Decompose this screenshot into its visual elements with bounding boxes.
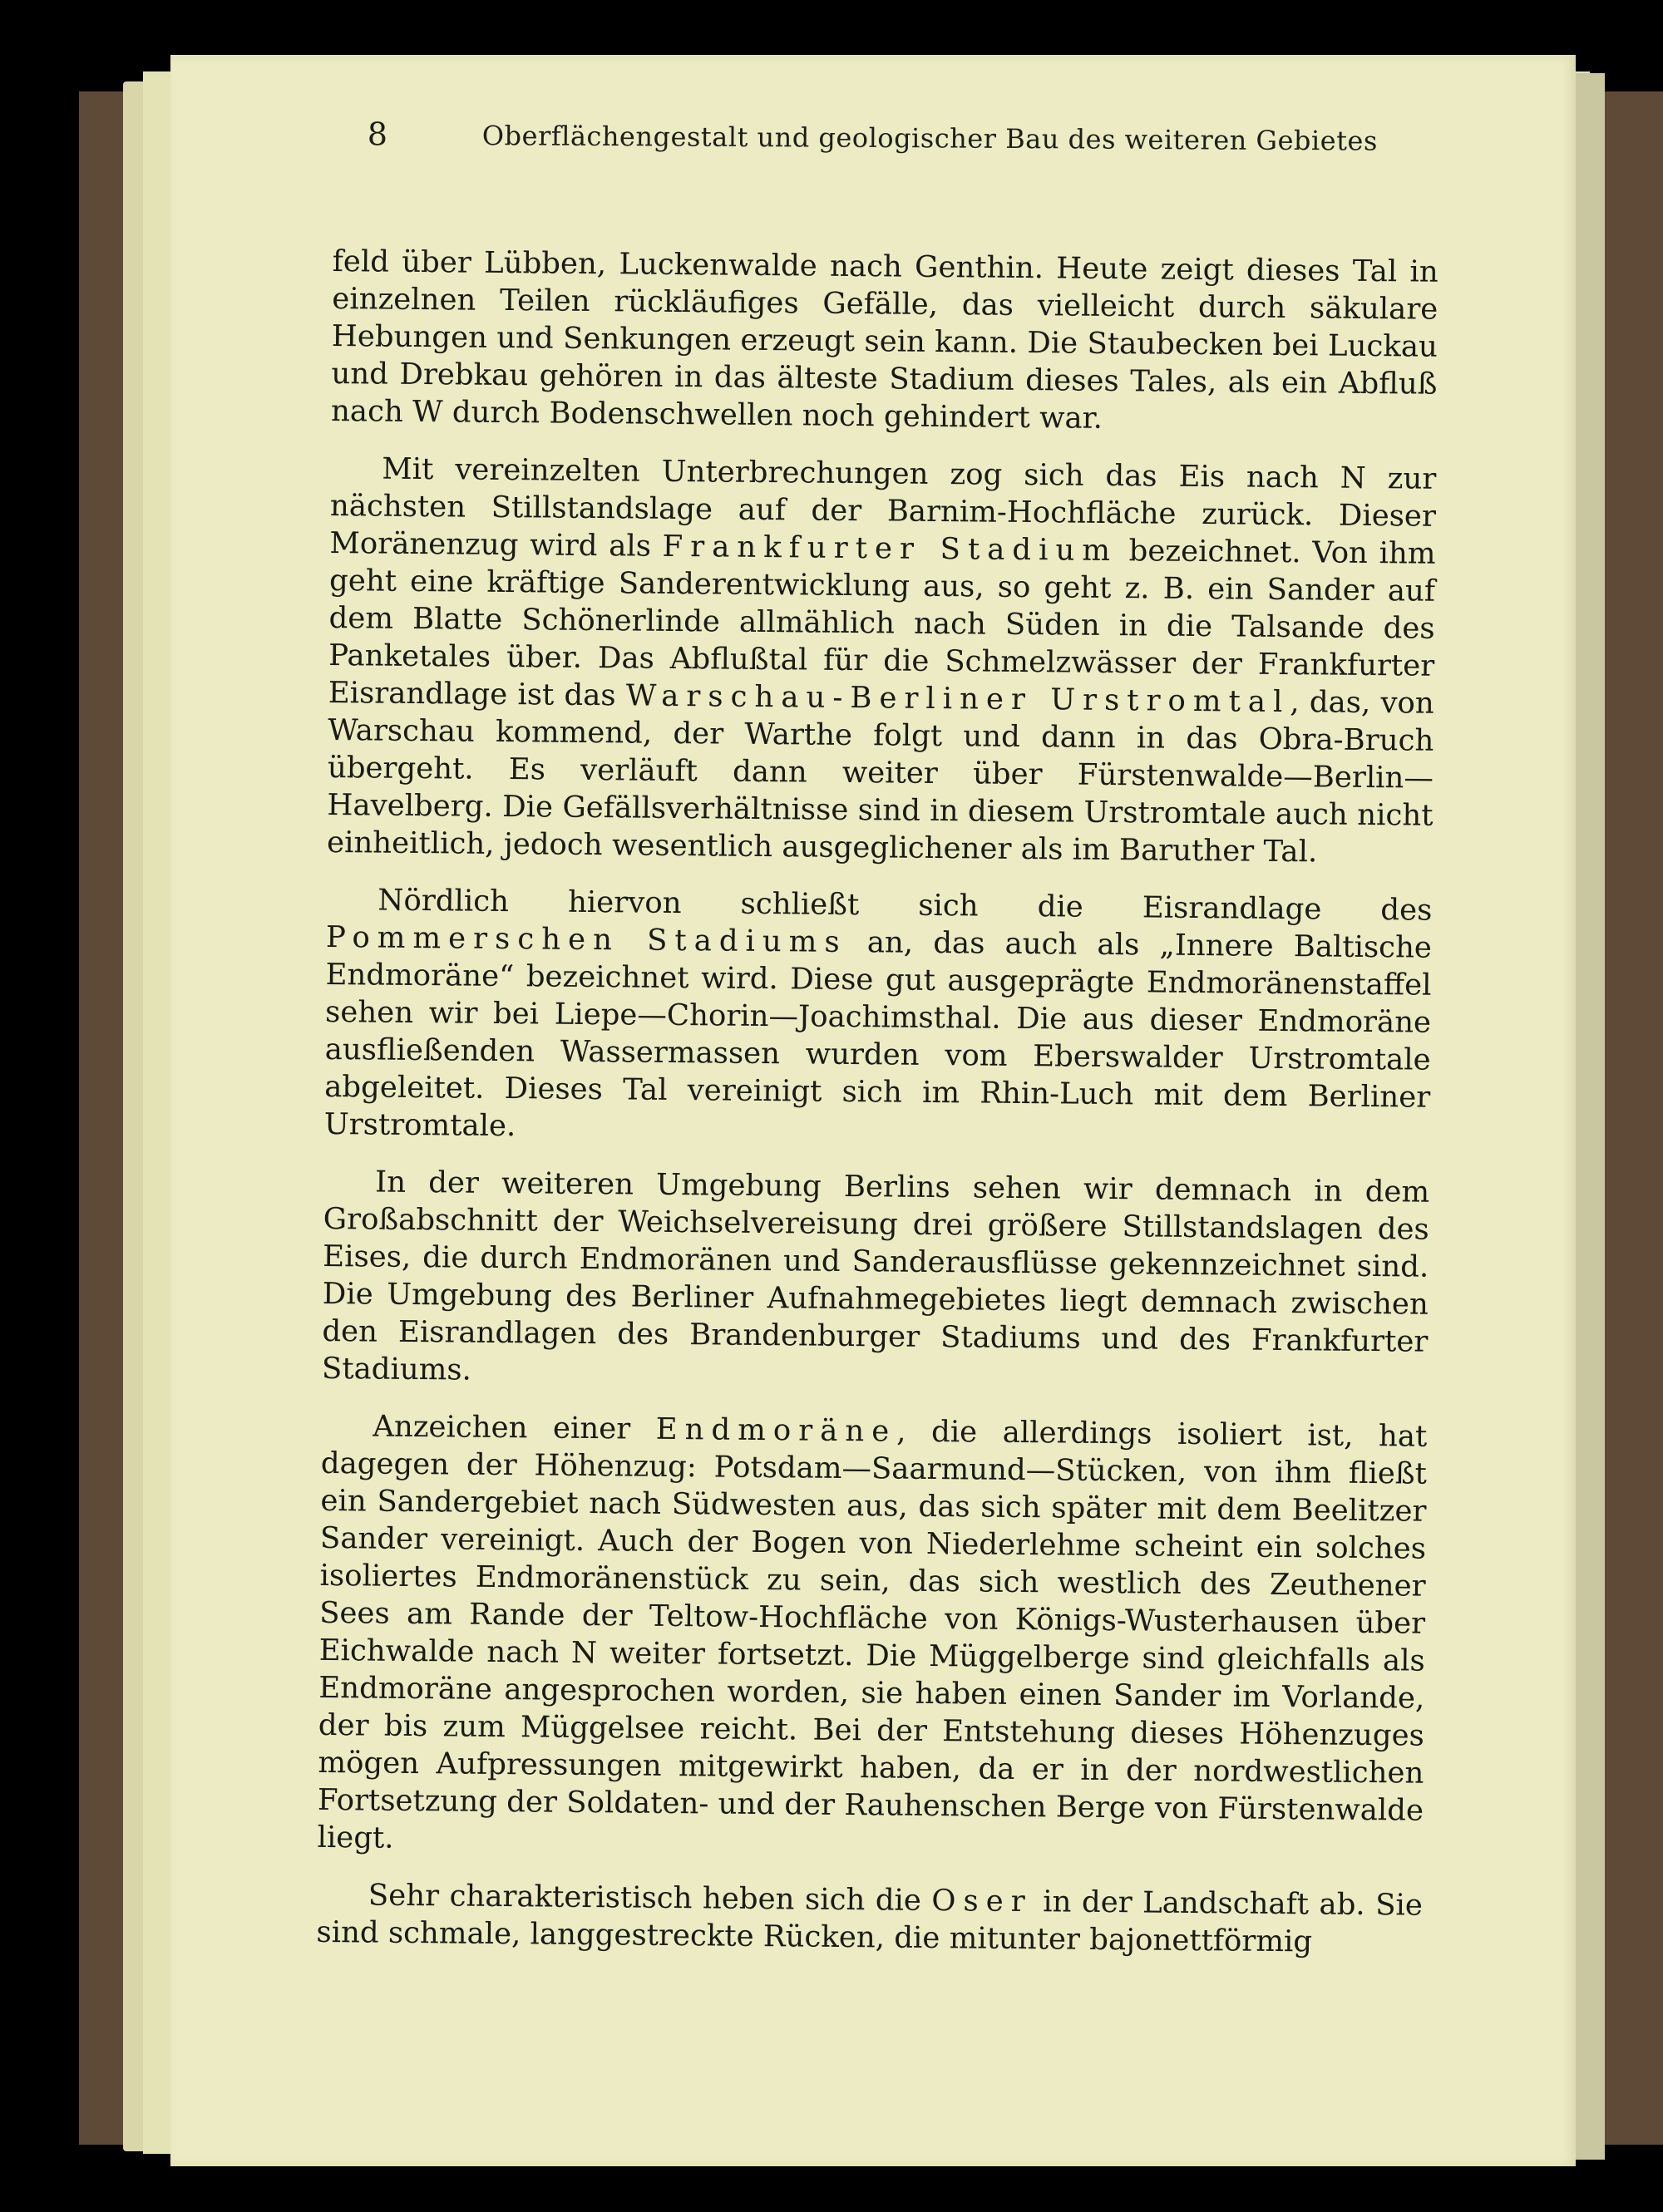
emphasized-term: Pommerschen Stadiums: [325, 919, 847, 959]
body-text: [316, 243, 1438, 1982]
emphasized-term: Frankfurter Stadium: [662, 529, 1118, 569]
paragraph-4: [322, 1163, 1430, 1398]
paragraph-text: in der Landschaft ab. Sie sind schmale, langgestreckte Rücken, die mitunter bajonettförmig: [316, 1884, 1424, 1959]
paragraph-text: Anzeichen einer: [373, 1409, 656, 1446]
emphasized-term: Endmoräne: [655, 1411, 897, 1449]
paragraph-6: [316, 1876, 1423, 1962]
running-title: Oberflächengestalt und geologischer Bau des weiteren Gebietes: [481, 120, 1378, 157]
paragraph-text: , das, von Warschau kommend, der Warthe folgt und dann in das Obra-Bruch übergeht. Es verläuft dann weiter über Fürstenwalde—Berlin—Havelberg. Die Gefällsverhältnisse sind in diesem Urstromtale auch nicht einheitlich, jedoch wesentlich ausgeglichener als im Baruther Tal.: [326, 685, 1434, 870]
paragraph-text: feld über Lübben, Luckenwalde nach Genthin. Heute zeigt dieses Tal in einzelnen Teilen rückläufiges Gefälle, das vielleicht durch säkulare Hebungen und Senkungen erzeugt sein kann. Die Staubecken bei Luckau und Drebkau gehören in das älteste Stadium dieses Tales, als ein Abfluß nach W durch Bodenschwellen noch gehindert war.: [330, 244, 1438, 436]
page-edge: [1576, 73, 1605, 2160]
page-number: 8: [367, 116, 388, 153]
paragraph-text: Nördlich hiervon schließt sich die Eisrandlage des: [378, 883, 1433, 928]
emphasized-term: Oser: [931, 1884, 1033, 1919]
paragraph-5: [317, 1407, 1427, 1867]
paragraph-3: [324, 881, 1433, 1154]
paragraph-text: In der weiteren Umgebung Berlins sehen wir demnach in dem Großabschnitt der Weichselvereisung drei größere Stillstandslagen des Eises, die durch Endmoränen und Sanderausflüsse gekennzeichnet sind. Die Umgebung des Berliner Aufnahmegebietes liegt demnach zwischen den Eisrandlagen des Brandenburger Stadiums und des Frankfurter Stadiums.: [321, 1165, 1430, 1387]
paragraph-1: [331, 243, 1438, 441]
emphasized-term: Warschau-Berliner Urstromtal: [625, 678, 1290, 720]
page-header: [200, 115, 1378, 171]
paragraph-text: Sehr charakteristisch heben sich die: [368, 1878, 932, 1919]
paragraph-text: Mit vereinzelten Unterbrechungen zog sich das Eis nach N zur nächsten Stillstandslage auf der Barnim-Hochfläche zurück. Dieser Moränenzug wird als: [329, 451, 1437, 564]
paragraph-text: bezeichnet. Von ihm geht eine kräftige Sanderentwicklung aus, so geht z. B. ein Sander auf dem Blatte Schönerlinde allmählich nach Süden in die Talsande des Panketales über. Das Abflußtal für die Schmelzwässer der Frankfurter Eisrandlage ist das: [328, 534, 1436, 713]
paragraph-text: an, das auch als „Innere Baltische Endmoräne“ bezeichnet wird. Diese gut ausgeprägte Endmoränenstaffel sehen wir bei Liepe—Chorin—Joachimsthal. Die aus dieser Endmoräne ausfließenden Wassermassen wurden vom Eberswalder Urstromtale abgeleitet. Dieses Tal vereinigt sich im Rhin-Luch mit dem Berliner Urstromtale.: [323, 924, 1433, 1144]
paragraph-text: , die allerdings isoliert ist, hat dagegen der Höhenzug: Potsdam—Saarmund—Stücken, von ihm fließt ein Sandergebiet nach Südwesten aus, das sich später mit dem Beelitzer Sander vereinigt. Auch der Bogen von Niederlehme scheint ein solches isoliertes Endmoränenstück zu sein, das sich westlich des Zeuthener Sees am Rande der Teltow-Hochfläche von Königs-Wusterhausen über Eichwalde nach N weiter fortsetzt. Die Müggelberge sind gleichfalls als Endmoräne angesprochen worden, sie haben einen Sander im Vorlande, der bis zum Müggelsee reicht. Bei der Entstehung dieses Höhenzuges mögen Aufpressungen mitgewirkt haben, da er in der nordwestlichen Fortsetzung der Soldaten- und der Rauhenschen Berge von Fürstenwalde liegt.: [317, 1414, 1428, 1855]
paragraph-2: [327, 450, 1437, 872]
